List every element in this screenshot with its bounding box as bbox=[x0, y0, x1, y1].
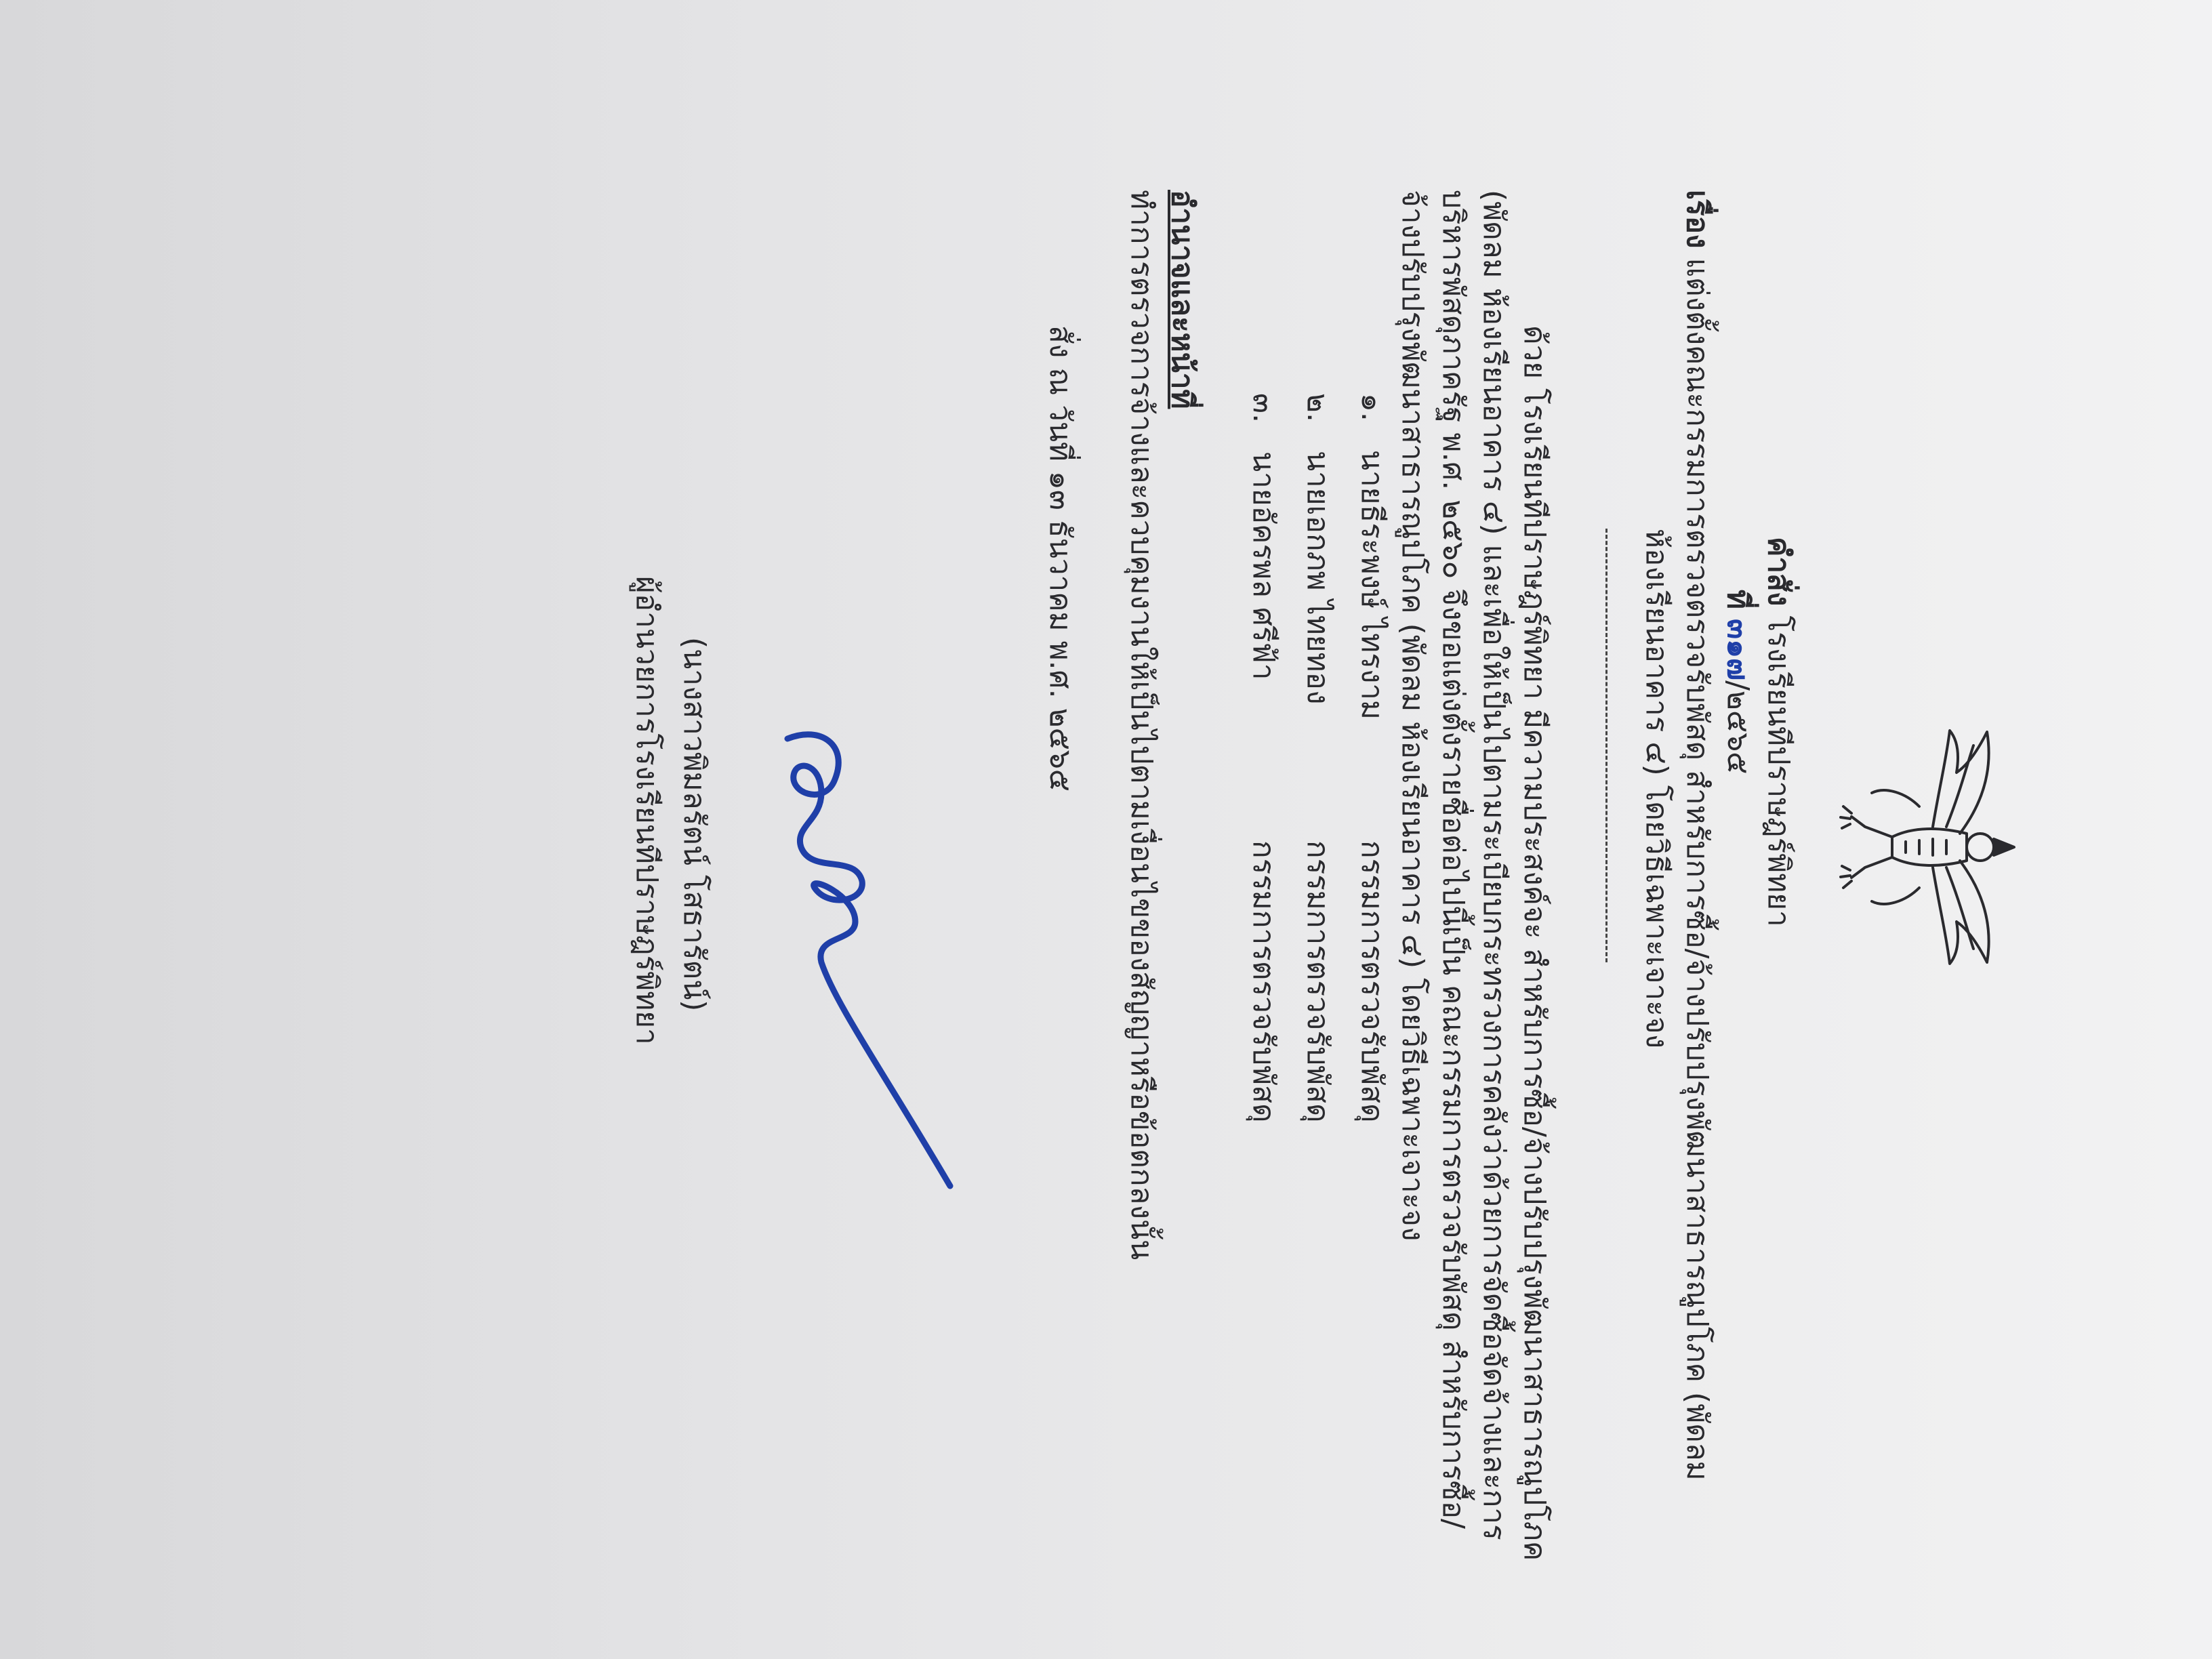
member-row bbox=[1353, 393, 1391, 720]
subject-text-1: แต่งตั้งคณะกรรมการตรวจตรวจรับพัสดุ สำหรับการซื้อ/จ้างปรับปรุงพัฒนาสาธารณูปโภค (พัดลม bbox=[1680, 258, 1715, 1481]
member-name: นายอัครพล ศรีฟ้า bbox=[1246, 451, 1281, 680]
order-number-year: /๒๕๖๕ bbox=[1721, 680, 1755, 775]
order-number-label: ที่ bbox=[1721, 590, 1755, 610]
duties-text: ทำการตรวจการจ้างและควบคุมงานให้เป็นไปตามเงื่อนไขของสัญญาหรือข้อตกลงนั้น bbox=[1124, 190, 1159, 1261]
member-row bbox=[1298, 393, 1336, 704]
signature-mark bbox=[740, 718, 957, 1193]
member-number: ๓. bbox=[1246, 393, 1281, 424]
body-line-3: บริหารพัสดุภาครัฐ พ.ศ. ๒๕๖๐ จึงขอแต่งตั้งรายชื่อต่อไปนี้เป็น คณะกรรมการตรวจรับพัสดุ สำหรับการซื้อ/ bbox=[1436, 190, 1471, 1529]
subject-label: เรื่อง bbox=[1680, 190, 1715, 249]
member-role: กรรมการตรวจรับพัสดุ bbox=[1300, 840, 1335, 1123]
duties-heading: อำนาจและหน้าที่ bbox=[1165, 190, 1200, 409]
member-number: ๑. bbox=[1355, 393, 1389, 422]
garuda-emblem-icon bbox=[1838, 725, 2041, 969]
member-role: กรรมการตรวจรับพัสดุ bbox=[1355, 840, 1389, 1123]
body-line-4: จ้างปรับปรุงพัฒนาสาธารณูปโภค (พัดลม ห้องเรียนอาคาร ๔) โดยวิธีเฉพาะเจาะจง bbox=[1395, 190, 1430, 1242]
signer-position: ผู้อำนวยการโรงเรียนทีปราษฎร์พิทยา bbox=[630, 576, 664, 1045]
date-line: สั่ง ณ วันที่ ๑๓ ธันวาคม พ.ศ. ๒๕๖๕ bbox=[1043, 325, 1078, 792]
order-subject-line1 bbox=[1678, 190, 1716, 1481]
order-number bbox=[1719, 590, 1757, 774]
order-number-handwritten: ๓๑๗ bbox=[1721, 619, 1755, 681]
order-title bbox=[1759, 537, 1797, 927]
member-name: นายธีระพงษ์ ไทรงาม bbox=[1355, 449, 1389, 720]
document-page bbox=[537, 14, 1919, 1640]
subject-text-2: ห้องเรียนอาคาร ๔) โดยวิธีเฉพาะเจาะจง bbox=[1639, 529, 1674, 1049]
order-title-label: คำสั่ง bbox=[1761, 537, 1796, 607]
body-line-1: ด้วย โรงเรียนทีปราษฎร์พิทยา มีความประสงค์จะ สำหรับการซื้อ/จ้างปรับปรุงพัฒนาสาธารณูปโภค bbox=[1517, 325, 1552, 1561]
body-line-2: (พัดลม ห้องเรียนอาคาร ๔) และเพื่อให้เป็นไปตามระเบียบกระทรวงการคลังว่าด้วยการจัดซื้อจัดจ้างและการ bbox=[1477, 190, 1511, 1540]
member-number: ๒. bbox=[1300, 393, 1335, 422]
member-row bbox=[1244, 393, 1282, 680]
school-name: โรงเรียนทีปราษฎร์พิทยา bbox=[1761, 615, 1796, 927]
member-name: นายเอกภพ ไทยทอง bbox=[1300, 450, 1335, 705]
signer-name: (นางสาวพิมลรัตน์ โสธารัตน์) bbox=[677, 637, 712, 1012]
divider-line bbox=[1605, 529, 1607, 962]
member-role: กรรมการตรวจรับพัสดุ bbox=[1246, 840, 1281, 1123]
